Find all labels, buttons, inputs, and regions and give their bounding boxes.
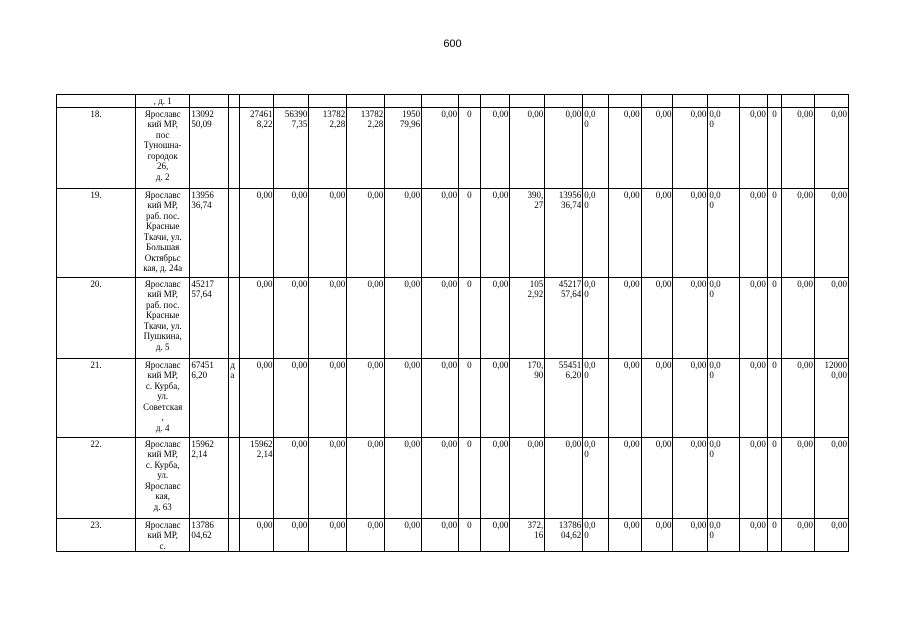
cell-address: Ярославс кий МР, раб. пос. Красные Ткачи, ул. Большая Октябрьс кая, д. 24а	[135, 188, 189, 277]
cell-c17: 0,0 0	[708, 277, 740, 358]
table-row	[57, 107, 849, 188]
cell-num: 23.	[57, 518, 136, 552]
cell-c3: 0,00	[239, 358, 274, 437]
cell-c2	[229, 518, 239, 552]
cell-c10: 0,00	[480, 277, 510, 358]
cell-c1: 15962 2,14	[190, 437, 229, 518]
cell-c3: 0,00	[239, 518, 274, 552]
cell-c11: 0,00	[510, 107, 545, 188]
cell-c13: 0,0 0	[583, 437, 609, 518]
cell-c7: 0,00	[385, 277, 422, 358]
cell-c19: 0	[767, 188, 781, 277]
cell-c6: 0,00	[347, 518, 385, 552]
cell-c12: 55451 6,20	[545, 358, 583, 437]
cell-c13: 0,0 0	[583, 518, 609, 552]
cell-c18: 0,00	[740, 107, 768, 188]
cell-c6: 0,00	[347, 188, 385, 277]
cell-c11: 170, 90	[510, 358, 545, 437]
cell-c3: 0,00	[239, 277, 274, 358]
cell-c15: 0,00	[641, 188, 673, 277]
cell-c14: 0,00	[608, 277, 641, 358]
cell-c4: 0,00	[274, 277, 309, 358]
cell-c17: 0,0 0	[708, 358, 740, 437]
cell-c16: 0,00	[673, 107, 708, 188]
cell-c20: 0,00	[782, 107, 815, 188]
cell-c13: 0,0 0	[583, 358, 609, 437]
cell-c8: 0,00	[422, 518, 459, 552]
cell-c1: 13092 50,09	[190, 107, 229, 188]
cell-c2	[229, 107, 239, 188]
cell-c4: 0,00	[274, 358, 309, 437]
cell-c21: 0,00	[815, 107, 849, 188]
cell-c18: 0,00	[740, 437, 768, 518]
cell-c17: 0,0 0	[708, 107, 740, 188]
cell-c21: 0,00	[815, 188, 849, 277]
cell-c3: 0,00	[239, 188, 274, 277]
table-row	[57, 277, 849, 358]
cell-c4: 0,00	[274, 518, 309, 552]
cell-c9: 0	[459, 277, 481, 358]
page-number: 600	[443, 38, 462, 50]
cell-c17: 0,0 0	[708, 437, 740, 518]
cell-c17: 0,0 0	[708, 188, 740, 277]
cell-c2	[229, 188, 239, 277]
cell-c16: 0,00	[673, 358, 708, 437]
cell-c5: 13782 2,28	[309, 107, 347, 188]
cell-c13: 0,0 0	[583, 188, 609, 277]
cell-c8: 0,00	[422, 437, 459, 518]
cell-c19: 0	[767, 358, 781, 437]
cell-c18: 0,00	[740, 277, 768, 358]
cell-c21: 0,00	[815, 437, 849, 518]
cell-c19: 0	[767, 437, 781, 518]
cell-c6: 0,00	[347, 358, 385, 437]
cell-c13: 0,0 0	[583, 107, 609, 188]
cell-c19: 0	[767, 107, 781, 188]
cell-c21: 12000 0,00	[815, 358, 849, 437]
cell-address: Ярославс кий МР, пос Туношна- городок 26, д. 2	[135, 107, 189, 188]
cell-num: 19.	[57, 188, 136, 277]
cell-c7: 1950 79,96	[385, 107, 422, 188]
cell-c9: 0	[459, 437, 481, 518]
cell-c16: 0,00	[673, 518, 708, 552]
cell-num: 21.	[57, 358, 136, 437]
cell-c7: 0,00	[385, 518, 422, 552]
cell-c5: 0,00	[309, 277, 347, 358]
cell-num: 20.	[57, 277, 136, 358]
cell-c16: 0,00	[673, 188, 708, 277]
cell-c6: 0,00	[347, 277, 385, 358]
cell-c17: 0,0 0	[708, 518, 740, 552]
cell-c8: 0,00	[422, 107, 459, 188]
table-row	[57, 188, 849, 277]
cell-c15: 0,00	[641, 518, 673, 552]
cell-c9: 0	[459, 358, 481, 437]
cell-c18: 0,00	[740, 518, 768, 552]
cell-c18: 0,00	[740, 358, 768, 437]
table-row	[57, 518, 849, 552]
cell-c4: 56390 7,35	[274, 107, 309, 188]
cell-c4: 0,00	[274, 437, 309, 518]
cell-c7: 0,00	[385, 188, 422, 277]
cell-c11: 372, 16	[510, 518, 545, 552]
cell-c20: 0,00	[782, 518, 815, 552]
cell-num: 22.	[57, 437, 136, 518]
cell-c20: 0,00	[782, 277, 815, 358]
cell-c12: 0,00	[545, 437, 583, 518]
cell-c4: 0,00	[274, 188, 309, 277]
cell-c7: 0,00	[385, 437, 422, 518]
cell-c5: 0,00	[309, 188, 347, 277]
cell-c12: 13956 36,74	[545, 188, 583, 277]
cell-c8: 0,00	[422, 277, 459, 358]
cell-c19: 0	[767, 277, 781, 358]
cell-c8: 0,00	[422, 188, 459, 277]
cell-c3: 15962 2,14	[239, 437, 274, 518]
cell-c13: 0,0 0	[583, 277, 609, 358]
data-table	[56, 94, 849, 552]
cell-c12: 0,00	[545, 107, 583, 188]
cell-c8: 0,00	[422, 358, 459, 437]
cell-c12: 13786 04,62	[545, 518, 583, 552]
cell-c20: 0,00	[782, 188, 815, 277]
cell-c2	[229, 437, 239, 518]
cell-c16: 0,00	[673, 437, 708, 518]
cell-c5: 0,00	[309, 437, 347, 518]
cell-c11: 0,00	[510, 437, 545, 518]
cell-c10: 0,00	[480, 188, 510, 277]
cell-c14: 0,00	[608, 107, 641, 188]
table-row	[57, 437, 849, 518]
cell-c1: 45217 57,64	[190, 277, 229, 358]
cell-c1: 67451 6,20	[190, 358, 229, 437]
cell-c14: 0,00	[608, 518, 641, 552]
cell-c15: 0,00	[641, 277, 673, 358]
cell-c9: 0	[459, 518, 481, 552]
cell-c9: 0	[459, 188, 481, 277]
cell-c11: 390, 27	[510, 188, 545, 277]
cell-c20: 0,00	[782, 437, 815, 518]
cell-c12: 45217 57,64	[545, 277, 583, 358]
cell-c5: 0,00	[309, 358, 347, 437]
cell-c3: 27461 8,22	[239, 107, 274, 188]
cell-c6: 13782 2,28	[347, 107, 385, 188]
cell-c1: 13956 36,74	[190, 188, 229, 277]
cell-c10: 0,00	[480, 107, 510, 188]
cell-address: Ярославс кий МР, с. Курба, ул. Ярославс кая, д. 63	[135, 437, 189, 518]
cell-c11: 105 2,92	[510, 277, 545, 358]
cell-c15: 0,00	[641, 358, 673, 437]
cell-c2: д а	[229, 358, 239, 437]
cell-c6: 0,00	[347, 437, 385, 518]
table-row-continued	[57, 95, 849, 108]
cell-c21: 0,00	[815, 277, 849, 358]
cell-c5: 0,00	[309, 518, 347, 552]
cell-c14: 0,00	[608, 358, 641, 437]
cell-c9: 0	[459, 107, 481, 188]
cell-c1: 13786 04,62	[190, 518, 229, 552]
cell-c18: 0,00	[740, 188, 768, 277]
table-row	[57, 358, 849, 437]
cell-num: 18.	[57, 107, 136, 188]
cell-c10: 0,00	[480, 518, 510, 552]
cell-address: Ярославс кий МР, с. Курба, ул. Советская , д. 4	[135, 358, 189, 437]
cell-c14: 0,00	[608, 188, 641, 277]
cell-c15: 0,00	[641, 107, 673, 188]
cell-c19: 0	[767, 518, 781, 552]
cell-address: Ярославс кий МР, раб. пос. Красные Ткачи, ул. Пушкина, д. 5	[135, 277, 189, 358]
cell-c20: 0,00	[782, 358, 815, 437]
cell-c15: 0,00	[641, 437, 673, 518]
cell-c7: 0,00	[385, 358, 422, 437]
cell-c2	[229, 277, 239, 358]
continued-address-cell: , д. 1	[135, 95, 189, 108]
cell-c10: 0,00	[480, 437, 510, 518]
cell-c16: 0,00	[673, 277, 708, 358]
cell-c10: 0,00	[480, 358, 510, 437]
cell-c21: 0,00	[815, 518, 849, 552]
cell-c14: 0,00	[608, 437, 641, 518]
cell-address: Ярославс кий МР, с.	[135, 518, 189, 552]
